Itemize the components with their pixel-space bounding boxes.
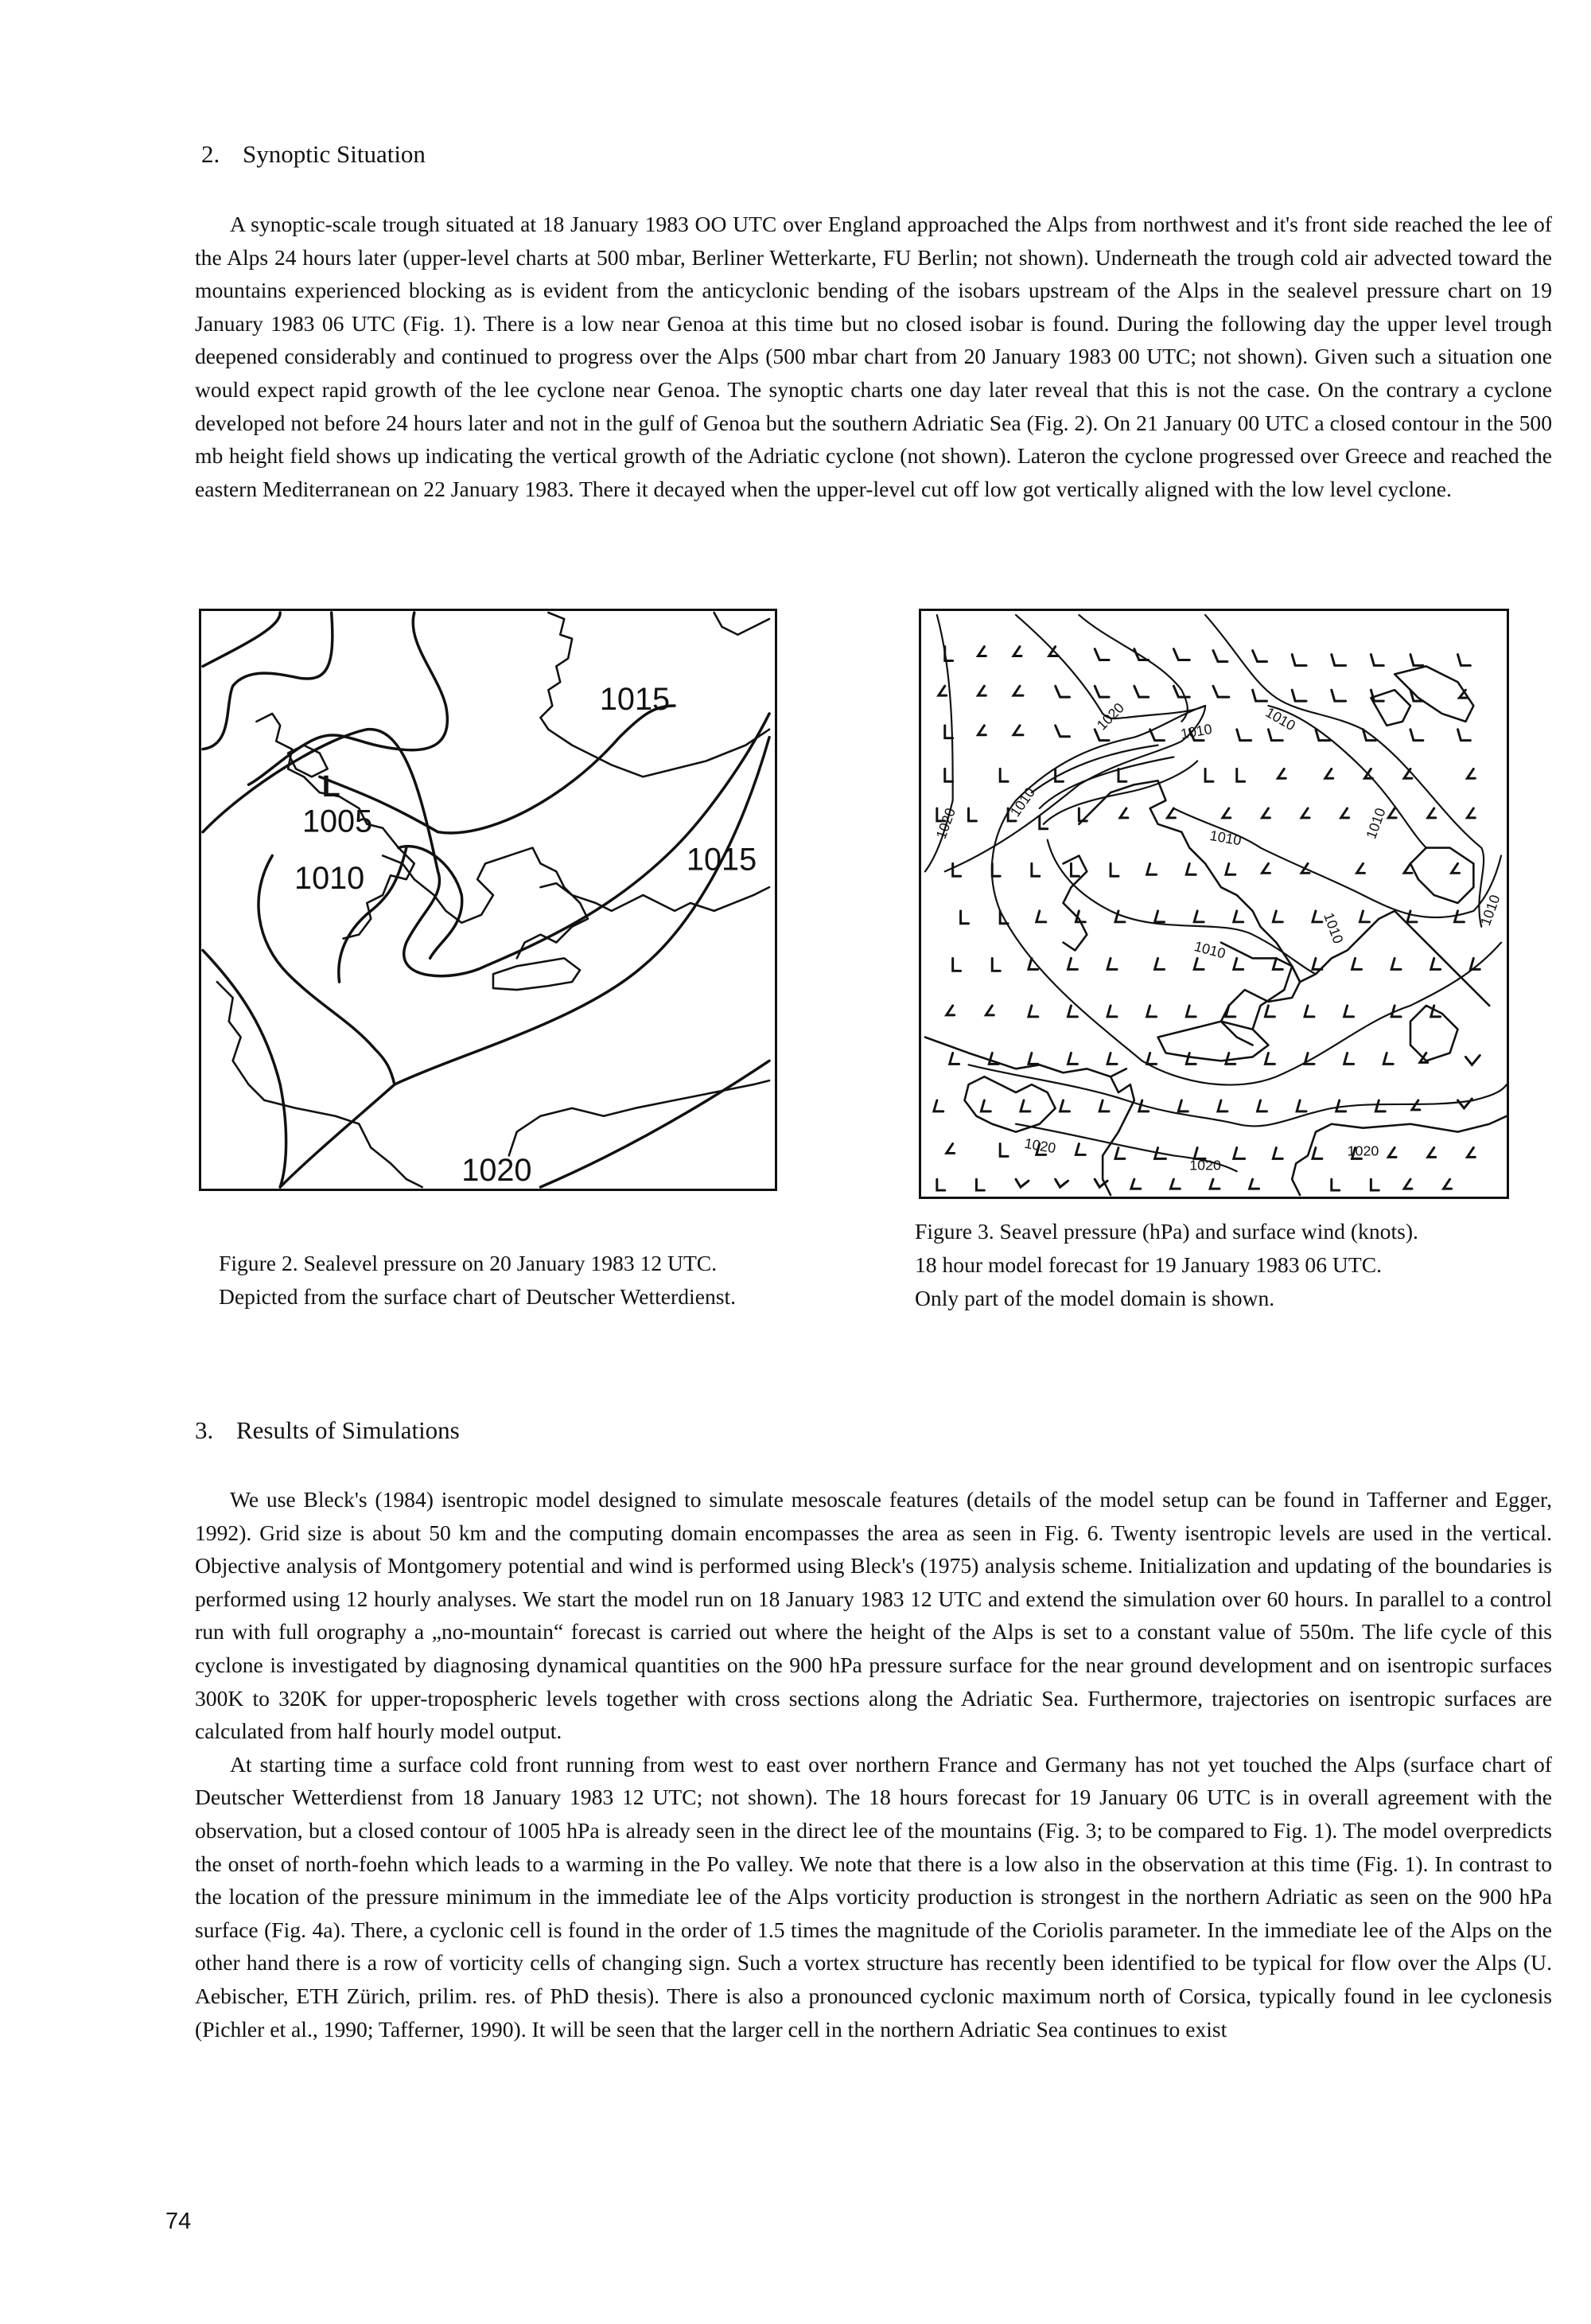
isobar-label-1020: 1020: [461, 1153, 532, 1189]
contour-label-1020: 1020: [932, 805, 959, 842]
contour-label-1010: 1010: [1208, 827, 1243, 849]
section-3-paragraph-2: At starting time a surface cold front running from west to east over northern France and Germany has not yet touched the Alps (surface chart of Deutscher Wetterdienst from 18 January 1983 12 UTC; not shown). The 18 hours forecast for 19 January 06 UTC is in overall agreement with the observation, but a closed contour of 1005 hPa is already seen in the direct lee of the mountains (Fig. 3; to be compared to Fig. 1). The model overpredicts the onset of north-foehn which leads to a warming in the Po valley. We note that there is a low also in the observation at this time (Fig. 1). In contrast to the location of the pressure minimum in the immediate lee of the Alps vorticity production is strongest in the northern Adriatic as seen on the 900 hPa surface (Fig. 4a). There, a cyclonic cell is found in the order of 1.5 times the magnitude of the Coriolis parameter. In the immediate lee of the Alps on the other hand there is a row of vorticity cells of changing sign. Such a vortex structure has recently been identified to be typical for flow over the Alps (U. Aebischer, ETH Zürich, prilim. res. of PhD thesis). There is also a pronounced cyclonic maximum north of Corsica, typically found in lee cyclonesis (Pichler et al., 1990; Tafferner, 1990). It will be seen that the larger cell in the northern Adriatic Sea continues to exist: [195, 1751, 1552, 2042]
section-2-title: Synoptic Situation: [243, 140, 426, 168]
isobar-label-1005: 1005: [301, 804, 373, 839]
contour-label-1010: 1010: [1477, 892, 1503, 928]
section-2-paragraph-1: A synoptic-scale trough situated at 18 January 1983 OO UTC over England approached the Alps from northwest and it's front side reached the lee of the Alps 24 hours later (upper-level charts at 500 mbar, Berliner Wetterkarte, FU Berlin; not shown). Underneath the trough cold air advected toward the mountains experienced blocking as is evident from the anticyclonic bending of the isobars upstream of the Alps in the sealevel pressure chart on 19 January 1983 06 UTC (Fig. 1). There is a low near Genoa at this time but no closed isobar is found. During the following day the upper level trough deepened considerably and continued to progress over the Alps (500 mbar chart from 20 January 1983 00 UTC; not shown). Given such a situation one would expect rapid growth of the lee cyclone near Genoa. The synoptic charts one day later reveal that this is not the case. On the contrary a cyclone developed not before 24 hours later and not in the gulf of Genoa but the southern Adriatic Sea (Fig. 2). On 21 January 00 UTC a closed contour in the 500 mb height field shows up indicating the vertical growth of the Adriatic cyclone (not shown). Lateron the cyclone progressed over Greece and reached the eastern Mediterranean on 22 January 1983. There it decayed when the upper-level cut off low got vertically aligned with the low level cyclone.: [195, 212, 1552, 501]
section-2-body: [195, 208, 1552, 505]
contour-label-1010: 1010: [1262, 704, 1298, 734]
figure-3-labels: [921, 611, 1507, 1197]
section-3-paragraph-1: We use Bleck's (1984) isentropic model designed to simulate mesoscale features (details of the model setup can be found in Tafferner and Egger, 1992). Grid size is about 50 km and the computing domain encompasses the area as seen in Fig. 6. Twenty isentropic levels are used in the vertical. Objective analysis of Montgomery potential and wind is performed using Bleck's (1975) analysis scheme. Initialization and updating of the boundaries is performed using 12 hourly analyses. We start the model run on 18 January 1983 12 UTC and extend the simulation over 60 hours. In parallel to a control run with full orography a „no-mountain“ forecast is carried out where the height of the Alps is set to a constant value of 550m. The life cycle of this cyclone is investigated by diagnosing dynamical quantities on the 900 hPa pressure surface for the near ground development and on isentropic surfaces 300K to 320K for upper-tropospheric levels together with cross sections along the Adriatic Sea. Furthermore, trajectories on isentropic surfaces are calculated from half hourly model output.: [195, 1487, 1552, 1744]
contour-label-1010: 1010: [1006, 784, 1039, 820]
contour-label-1010: 1010: [1192, 938, 1227, 962]
section-2-heading: [201, 140, 426, 169]
figure-3-caption-line: 18 hour model forecast for 19 January 1983 06 UTC.: [915, 1252, 1383, 1277]
figure-2-caption-line: Depicted from the surface chart of Deutscher Wetterdienst.: [219, 1284, 737, 1309]
section-3-number: 3.: [195, 1416, 214, 1444]
page-number: 74: [165, 2209, 192, 2234]
isobar-label-1015-east: 1015: [686, 842, 757, 878]
low-pressure-marker: L: [321, 769, 340, 804]
contour-label-1010: 1010: [1321, 910, 1347, 946]
figure-2-labels: [201, 611, 775, 1189]
contour-label-1020: 1020: [1189, 1157, 1221, 1174]
isobar-label-1010: 1010: [294, 861, 365, 897]
figure-2-sealevel-pressure-map: [199, 609, 777, 1191]
section-3-title: Results of Simulations: [236, 1416, 460, 1444]
section-3-body: [195, 1483, 1552, 2046]
figure-2-caption: [219, 1247, 736, 1314]
section-3-heading: [195, 1416, 460, 1445]
contour-label-1020: 1020: [1347, 1143, 1379, 1159]
isobar-label-1015-north: 1015: [599, 681, 671, 717]
figure-3-model-forecast-map: [919, 609, 1509, 1199]
contour-label-1010: 1010: [1363, 805, 1389, 842]
contour-label-1020: 1020: [1023, 1135, 1057, 1157]
figure-2-caption-line: Figure 2. Sealevel pressure on 20 January 1983 12 UTC.: [219, 1251, 718, 1275]
contour-label-1010: 1010: [1179, 721, 1214, 742]
figure-3-caption: [915, 1215, 1418, 1315]
figure-3-caption-line: Only part of the model domain is shown.: [915, 1286, 1275, 1310]
section-2-number: 2.: [201, 140, 220, 168]
figure-3-caption-line: Figure 3. Seavel pressure (hPa) and surface wind (knots).: [915, 1219, 1418, 1244]
contour-label-1020: 1020: [1093, 699, 1128, 734]
